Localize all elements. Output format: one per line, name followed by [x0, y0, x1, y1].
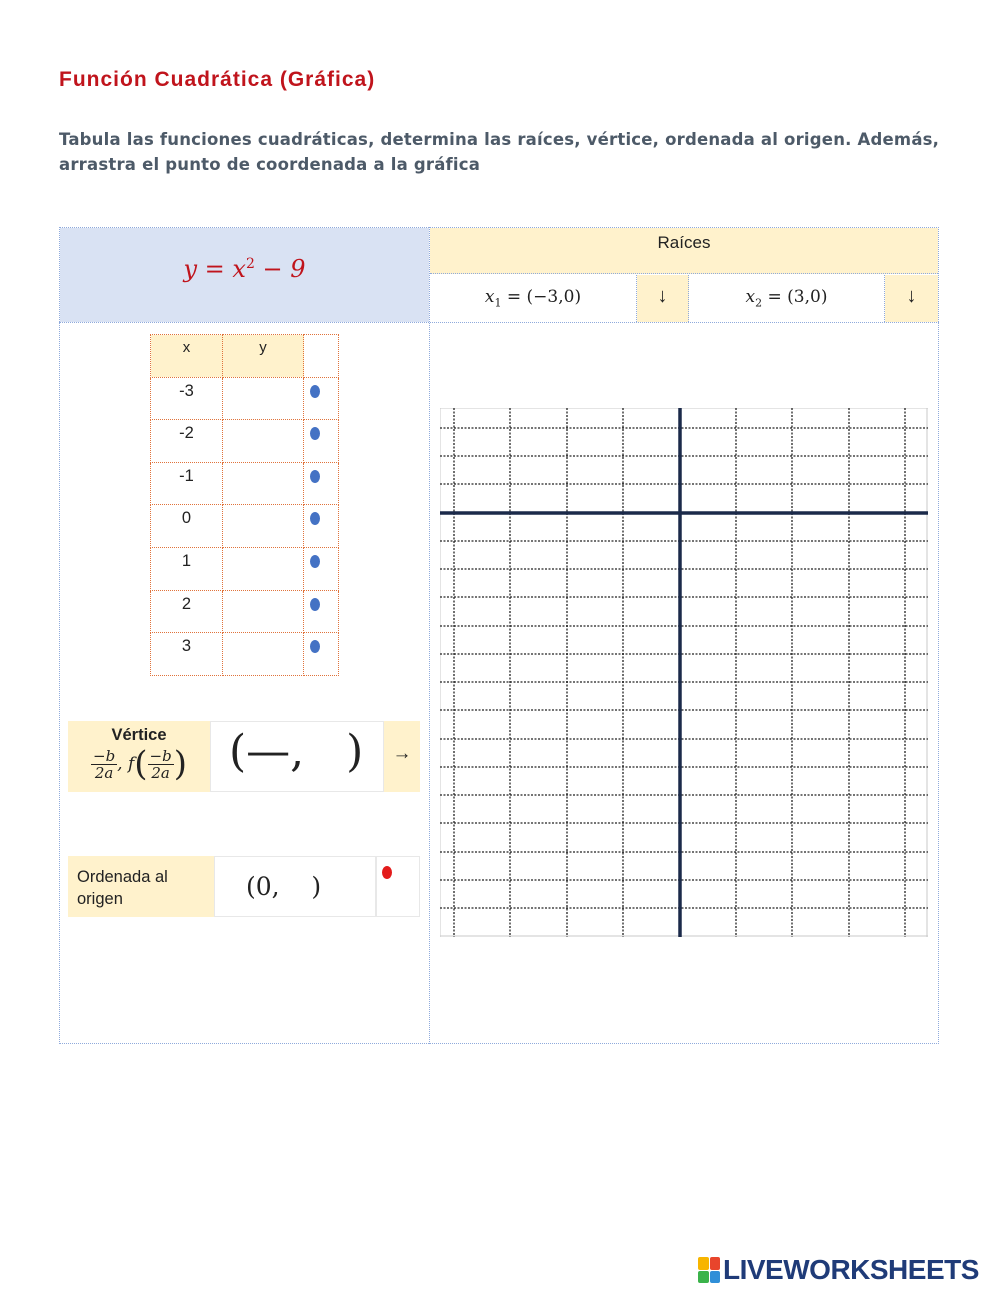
- vertex-label: Vértice $\frac{-b}{2a}$ , f ( $\frac{-b}{2a}$ ): [68, 721, 210, 792]
- drag-point[interactable]: [310, 470, 320, 483]
- y-input[interactable]: [223, 462, 304, 505]
- intercept-drag-point[interactable]: [382, 866, 392, 879]
- x-value: 1: [151, 547, 223, 590]
- drag-point[interactable]: [310, 427, 320, 440]
- row-divider: [59, 322, 939, 323]
- table-row: [151, 547, 339, 590]
- root-x2-drag-arrow[interactable]: ↓: [885, 275, 938, 322]
- x-value: 2: [151, 590, 223, 633]
- brand-icon: [698, 1257, 720, 1283]
- intercept-input[interactable]: (0, ): [214, 856, 376, 917]
- root-x2: $x_2 = (3,0)$: [689, 275, 885, 322]
- roots-header: Raíces: [430, 228, 938, 274]
- coordinate-grid[interactable]: [440, 408, 928, 937]
- y-input[interactable]: [223, 377, 304, 420]
- instructions: Tabula las funciones cuadráticas, determina las raíces, vértice, ordenada al origen. Además, arrastra el punto de coordenada a la gráfica: [59, 130, 940, 174]
- drag-point[interactable]: [310, 555, 320, 568]
- table-row: [151, 420, 339, 463]
- y-input[interactable]: [223, 505, 304, 548]
- vertex-drag-arrow[interactable]: →: [384, 721, 420, 792]
- drag-point[interactable]: [310, 385, 320, 398]
- equation: $y = x^2 - 9$: [183, 255, 306, 283]
- drag-point[interactable]: [310, 598, 320, 611]
- root-x1: $x_1 = (-3,0)$: [430, 275, 637, 322]
- y-input[interactable]: [223, 547, 304, 590]
- table-row: [151, 590, 339, 633]
- vertex-input[interactable]: (—, ): [210, 721, 384, 792]
- x-value: -2: [151, 420, 223, 463]
- intercept-label: Ordenada al origen: [68, 856, 214, 917]
- y-input[interactable]: [223, 420, 304, 463]
- drag-point[interactable]: [310, 640, 320, 653]
- x-value: -3: [151, 377, 223, 420]
- table-row: [151, 377, 339, 420]
- value-table: [150, 334, 339, 676]
- x-value: 0: [151, 505, 223, 548]
- brand-logo: LIVEWORKSHEETS: [698, 1254, 979, 1286]
- drag-point[interactable]: [310, 512, 320, 525]
- column-divider: [429, 227, 430, 1044]
- table-row: [151, 462, 339, 505]
- root-x1-drag-arrow[interactable]: ↓: [637, 275, 689, 322]
- col-header-x: x: [151, 335, 223, 378]
- col-header-y: y: [223, 335, 304, 378]
- y-input[interactable]: [223, 590, 304, 633]
- table-row: [151, 633, 339, 676]
- vertex-formula: $\frac{-b}{2a}$ , f ( $\frac{-b}{2a}$ ): [93, 744, 187, 784]
- y-input[interactable]: [223, 633, 304, 676]
- x-value: 3: [151, 633, 223, 676]
- page-title: Función Cuadrática (Gráfica): [59, 68, 376, 91]
- x-value: -1: [151, 462, 223, 505]
- table-row: [151, 505, 339, 548]
